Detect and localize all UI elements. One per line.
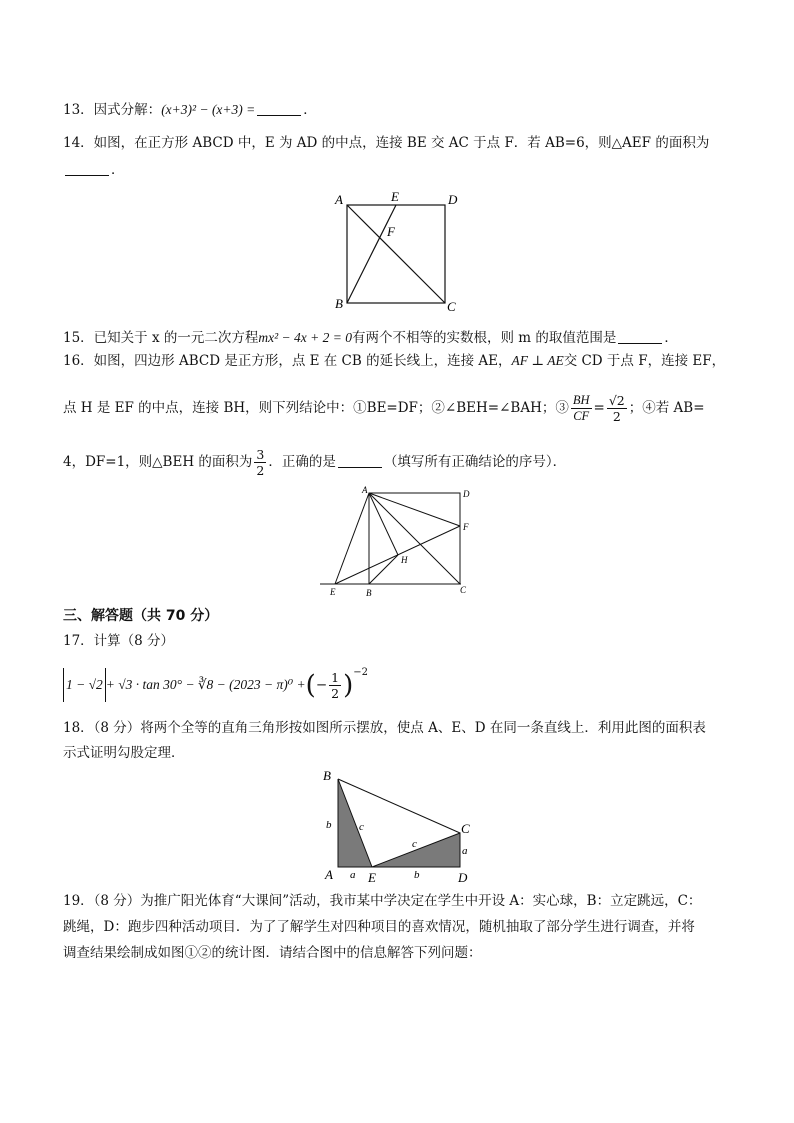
label-A: A [362,485,368,495]
fraction-sqrt2-2: $\frac{√2}{2}$ [608,393,625,424]
question-15: 15．已知关于 x 的一元二次方程mx² − 4x + 2 = 0有两个不相等的实数根，则 m 的取值范围是 ． [63,330,678,346]
label-B: B [335,296,343,311]
question-14: 14．如图，在正方形 ABCD 中，E 为 AD 的中点，连接 BE 交 AC 于点 F．若 AB=6，则△AEF 的面积为 [63,135,710,151]
label-F: F [387,224,395,239]
label-B: B [323,768,331,783]
label-C: C [460,585,467,595]
label-B: B [366,588,372,598]
answer-blank-15[interactable] [618,329,662,344]
label-b-bottom: b [414,869,420,881]
figure-16-square [315,483,485,601]
label-a-right: a [462,845,468,857]
fraction-1-2: $\frac{1}{2}$ [331,670,340,701]
question-18-line-1: 18．（8 分）将两个全等的直角三角形按如图所示摆放，使点 A、E、D 在同一条直线上．利用此图的面积表 [63,720,706,736]
figure-18-trapezoid [312,764,482,882]
question-16-line-2: 点 H 是 EF 的中点，连接 BH，则下列结论中：①BE=DF；②∠BEH=∠BAH；③ $\frac{BH}{CF}$ = $\frac{√2}{2}$ ；④若 AB= [63,393,705,424]
question-16-line-3: 4，DF=1，则△BEH 的面积为 $\frac{3}{2}$ ．正确的是 （填写所有正确结论的序号）． [63,447,567,478]
question-14-answer-line: ． [63,160,125,180]
label-H: H [401,555,408,565]
label-E: E [368,870,376,882]
answer-blank-13[interactable] [257,101,301,116]
fraction-3-2: $\frac{3}{2}$ [256,447,265,478]
question-18-line-2: 示式证明勾股定理． [63,745,185,761]
label-D: D [463,489,470,499]
answer-blank-14[interactable] [65,161,109,176]
label-D: D [458,870,468,882]
label-c-left: c [359,821,364,833]
figure-14-square [325,186,465,316]
label-A: A [335,192,343,207]
label-b-left: b [326,819,332,831]
label-C: C [447,299,456,314]
label-F: F [463,522,469,532]
q13-expression: (x+3)² − (x+3) = [161,102,256,117]
label-c-right: c [412,838,417,850]
question-13: 13．因式分解：(x+3)² − (x+3) = ． [63,102,317,118]
label-D: D [448,192,458,207]
label-E: E [391,189,399,204]
section-3-title: 三、解答题（共 70 分） [63,608,219,624]
question-19-line-3: 调查结果绘制成如图①②的统计图．请结合图中的信息解答下列问题： [63,945,482,961]
question-17-expression: 1 − √2 + √3 · tan 30° − ∛8 − (2023 − π)⁰ +(− $\frac{1}{2}$ )$^{-2}$ [63,668,368,702]
question-19-line-1: 19．（8 分）为推广阳光体育“大课间”活动，我市某中学决定在学生中开设 A：实心球，B：立定跳远，C： [63,893,702,909]
question-16-line-1: 16．如图，四边形 ABCD 是正方形，点 E 在 CB 的延长线上，连接 AE，AF ⊥ AE交 CD 于点 F，连接 EF， [63,353,726,369]
label-A: A [325,867,333,882]
label-E: E [330,587,336,597]
label-C: C [461,821,470,836]
question-17-title: 17．计算（8 分） [63,633,175,649]
answer-blank-16[interactable] [338,453,382,468]
label-a-bottom: a [350,869,356,881]
question-19-line-2: 跳绳，D：跑步四种活动项目．为了了解学生对四种项目的喜欢情况，随机抽取了部分学生进行调查，并将 [63,919,695,935]
fraction-bh-cf: $\frac{BH}{CF}$ [572,393,590,423]
q15-equation: mx² − 4x + 2 = 0 [258,330,352,345]
